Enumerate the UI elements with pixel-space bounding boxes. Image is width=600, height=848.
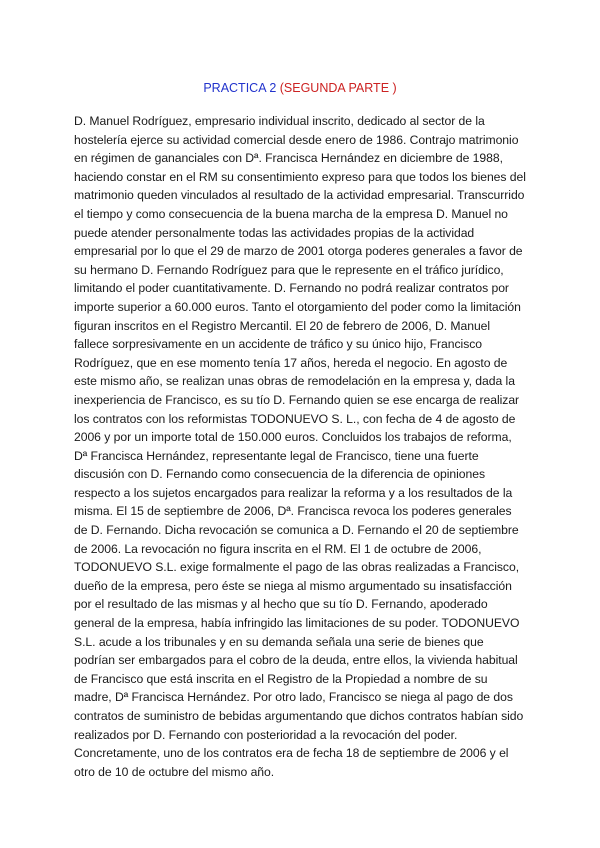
page-title [0,80,600,96]
title-segunda-parte: (SEGUNDA PARTE ) [279,81,397,95]
title-practica: PRACTICA 2 [203,81,280,95]
body-paragraph: D. Manuel Rodríguez, empresario individual inscrito, dedicado al sector de la hostelería ejerce su actividad comercial desde enero de 1986. Contrajo matrimonio en régimen de gananciales con Dª. Francisca Hernández en diciembre de 1988, haciendo constar en el RM su consentimiento expreso para que todos los bienes del matrimonio queden vinculados al resultado de la actividad empresarial. Transcurrido el tiempo y como consecuencia de la buena marcha de la empresa D. Manuel no puede atender personalmente todas las actividades propias de la actividad empresarial por lo que el 29 de marzo de 2001 otorga poderes generales a favor de su hermano D. Fernando Rodríguez para que le represente en el tráfico jurídico, limitando el poder cuantitativamente. D. Fernando no podrá realizar contratos por importe superior a 60.000 euros. Tanto el otorgamiento del poder como la limitación figuran inscritos en el Registro Mercantil. El 20 de febrero de 2006, D. Manuel fallece sorpresivamente en un accidente de tráfico y su único hijo, Francisco Rodríguez, que en ese momento tenía 17 años, hereda el negocio. En agosto de este mismo año, se realizan unas obras de remodelación en la empresa y, dada la inexperiencia de Francisco, es su tío D. Fernando quien se ese encarga de realizar los contratos con los reformistas TODONUEVO S. L., con fecha de 4 de agosto de 2006 y por un importe total de 150.000 euros. Concluidos los trabajos de reforma, Dª Francisca Hernández, representante legal de Francisco, tiene una fuerte discusión con D. Fernando como consecuencia de la diferencia de opiniones respecto a los sujetos encargados para realizar la reforma y a los resultados de la misma. El 15 de septiembre de 2006, Dª. Francisca revoca los poderes generales de D. Fernando. Dicha revocación se comunica a D. Fernando el 20 de septiembre de 2006. La revocación no figura inscrita en el RM. El 1 de octubre de 2006, TODONUEVO S.L. exige formalmente el pago de las obras realizadas a Francisco, dueño de la empresa, pero éste se niega al mismo argumentado su insatisfacción por el resultado de las mismas y al hecho que su tío D. Fernando, apoderado general de la empresa, había infringido las limitaciones de su poder. TODONUEVO S.L. acude a los tribunales y en su demanda señala una serie de bienes que podrían ser embargados para el cobro de la deuda, entre ellos, la vivienda habitual de Francisco que está inscrita en el Registro de la Propiedad a nombre de su madre, Dª Francisca Hernández. Por otro lado, Francisco se niega al pago de dos contratos de suministro de bebidas argumentando que dichos contratos habían sido realizados por D. Fernando con posterioridad a la revocación del poder. Concretamente, uno de los contratos era de fecha 18 de septiembre de 2006 y el otro de 10 de octubre del mismo año. [74,114,526,779]
